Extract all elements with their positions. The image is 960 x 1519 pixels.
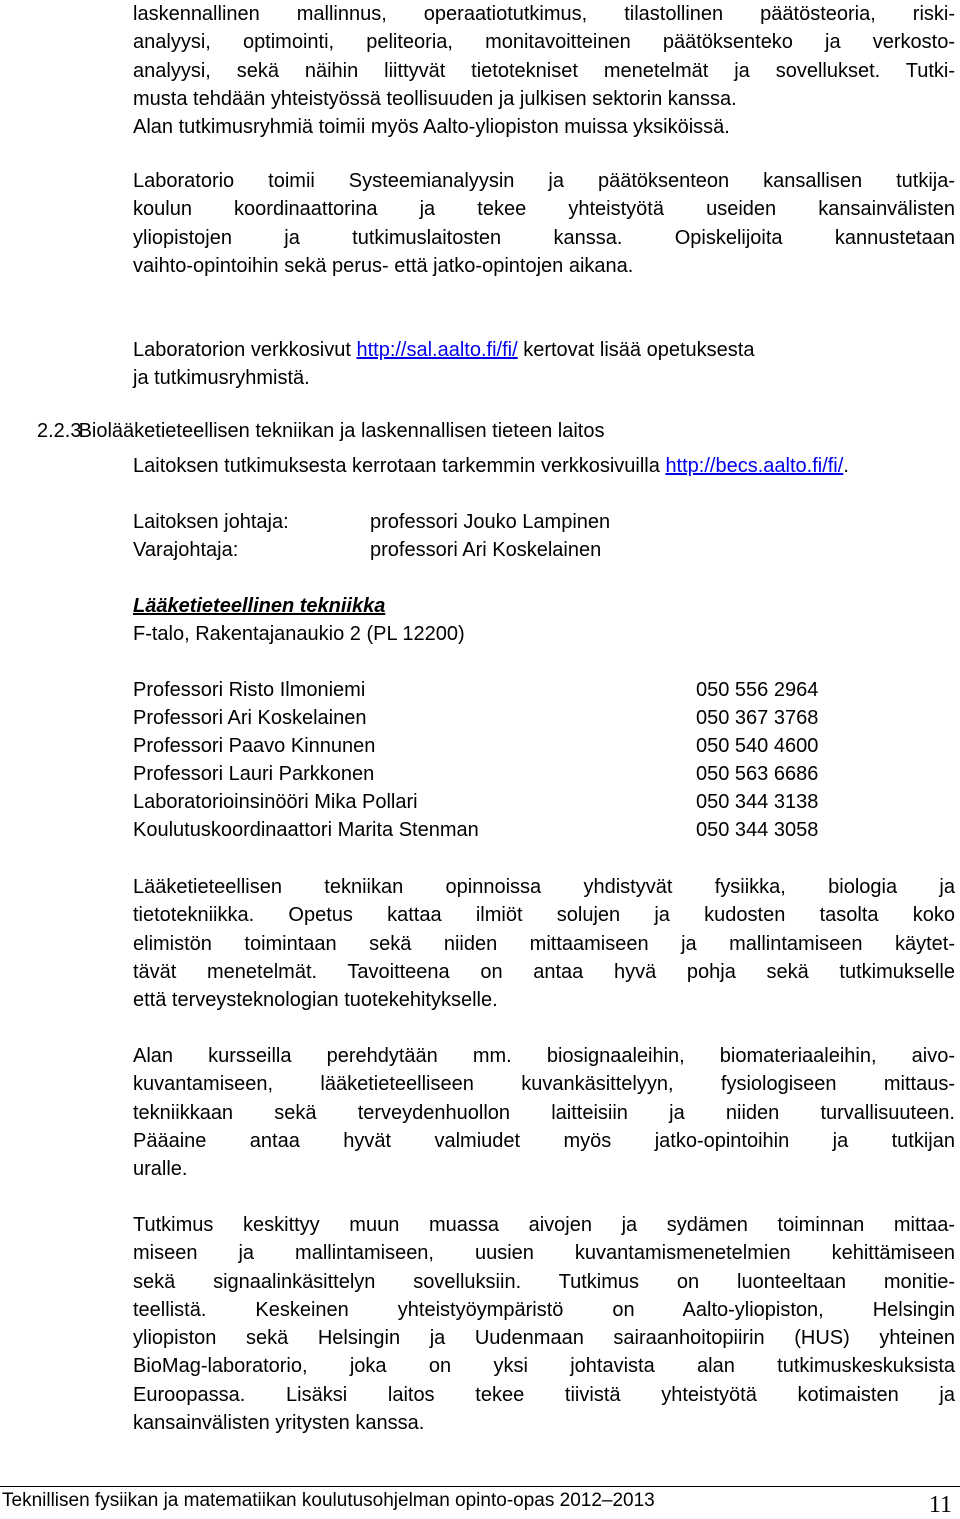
head-label: Varajohtaja: <box>133 539 239 561</box>
text-line: kansainvälisten yritysten kanssa. <box>133 1412 425 1435</box>
text-line: yliopiston sekä Helsingin ja Uudenmaan sairaanhoitopiirin (HUS) yhteinen <box>133 1327 955 1350</box>
section-number: 2.2.3 <box>37 420 82 442</box>
contact-phone: 050 344 3058 <box>696 819 819 841</box>
text-line: koulun koordinaattorina ja tekee yhteistyötä useiden kansainvälisten <box>133 198 955 221</box>
text-line: Pääaine antaa hyvät valmiudet myös jatko-opintoihin ja tutkijan <box>133 1129 955 1152</box>
unit-title: Lääketieteellinen tekniikka <box>133 595 386 617</box>
text-line: tekniikkaan sekä terveydenhuollon laitteisiin ja niiden turvallisuuteen. <box>133 1101 955 1124</box>
contact-row <box>133 816 818 844</box>
text-line: Alan kursseilla perehdytään mm. biosignaaleihin, biomateriaaleihin, aivo- <box>133 1045 955 1067</box>
head-row <box>133 508 610 536</box>
contact-row <box>133 732 818 760</box>
unit-address: F-talo, Rakentajanaukio 2 (PL 12200) <box>133 623 465 645</box>
footer-title: Teknillisen fysiikan ja matematiikan koulutusohjelman opinto-opas 2012–2013 <box>2 1490 655 1511</box>
intro-paragraph <box>133 0 955 141</box>
text-line: että terveysteknologian tuotekehitykselle. <box>133 989 498 1012</box>
courses-paragraph <box>133 1042 955 1183</box>
text-line: tietotekniikka. Opetus kattaa ilmiöt solujen ja kudosten tasolta koko <box>133 904 955 927</box>
contact-name: Professori Paavo Kinnunen <box>133 735 376 757</box>
contact-row <box>133 760 818 788</box>
page-number: 11 <box>928 1492 952 1518</box>
contact-phone: 050 563 6686 <box>696 763 819 785</box>
contact-name: Laboratorioinsinööri Mika Pollari <box>133 791 418 813</box>
contact-phone: 050 367 3768 <box>696 707 819 729</box>
head-label: Laitoksen johtaja: <box>133 511 289 533</box>
research-paragraph <box>133 1211 955 1437</box>
lab-homepage-paragraph <box>133 336 955 393</box>
text-line <box>133 336 955 364</box>
text-line: teellistä. Keskeinen yhteistyöympäristö on Aalto-yliopiston, Helsingin <box>133 1298 955 1321</box>
text-line: analyysi, optimointi, peliteoria, monitavoitteinen päätöksenteko ja verkosto- <box>133 31 955 54</box>
text-line: analyysi, sekä näihin liittyvät tietotekniset menetelmät ja sovellukset. Tutki- <box>133 59 955 82</box>
info-prefix: Laitoksen tutkimuksesta kerrotaan tarkemmin verkkosivuilla <box>133 455 660 477</box>
lab-homepage-link[interactable]: http://sal.aalto.fi/fi/ <box>356 339 518 361</box>
text-line: yliopistojen ja tutkimuslaitosten kanssa. Opiskelijoita kannustetaan <box>133 226 955 249</box>
contact-name: Professori Risto Ilmoniemi <box>133 679 366 701</box>
lab-paragraph <box>133 167 955 280</box>
contact-name: Professori Ari Koskelainen <box>133 707 367 729</box>
head-row <box>133 536 601 564</box>
contact-phone: 050 556 2964 <box>696 679 819 701</box>
text-line: Laboratorio toimii Systeemianalyysin ja päätöksenteon kansallisen tutkija- <box>133 170 955 192</box>
text-line <box>133 452 955 480</box>
contact-phone: 050 344 3138 <box>696 791 819 813</box>
department-website-link[interactable]: http://becs.aalto.fi/fi/ <box>665 455 844 477</box>
contact-row <box>133 676 818 704</box>
contact-phone: 050 540 4600 <box>696 735 819 757</box>
contact-row <box>133 788 818 816</box>
section-heading <box>37 417 604 445</box>
text-line: laskennallinen mallinnus, operaatiotutkimus, tilastollinen päätösteoria, riski- <box>133 3 955 25</box>
section-info <box>133 452 955 480</box>
teaching-paragraph <box>133 873 955 1014</box>
text-line: elimistön toimintaan sekä niiden mittaamiseen ja mallintamiseen käytet- <box>133 932 955 955</box>
head-value: professori Ari Koskelainen <box>370 539 602 561</box>
text-line: Tutkimus keskittyy muun muassa aivojen ja sydämen toiminnan mittaa- <box>133 1214 955 1236</box>
section-title: Biolääketieteellisen tekniikan ja laskennallisen tieteen laitos <box>78 420 605 442</box>
text-line: Alan tutkimusryhmiä toimii myös Aalto-yliopiston muissa yksiköissä. <box>133 116 730 139</box>
text-line: musta tehdään yhteistyössä teollisuuden ja julkisen sektorin kanssa. <box>133 87 737 110</box>
contact-name: Professori Lauri Parkkonen <box>133 763 375 785</box>
text-line: uralle. <box>133 1158 188 1181</box>
text-line: sekä signaalinkäsittelyn sovelluksiin. Tutkimus on luonteeltaan monitie- <box>133 1270 955 1293</box>
text-line: kuvantamiseen, lääketieteelliseen kuvankäsittelyyn, fysiologiseen mittaus- <box>133 1073 955 1096</box>
footer-divider <box>0 1486 960 1487</box>
lab-link-prefix: Laboratorion verkkosivut <box>133 339 351 361</box>
lab-link-suffix: kertovat lisää opetuksesta <box>523 339 755 361</box>
text-line: miseen ja mallintamiseen, uusien kuvantamismenetelmien kehittämiseen <box>133 1242 955 1265</box>
info-suffix: . <box>843 455 849 477</box>
text-line: vaihto-opintoihin sekä perus- että jatko-opintojen aikana. <box>133 254 634 277</box>
text-line: Euroopassa. Lisäksi laitos tekee tiivistä yhteistyötä kotimaisten ja <box>133 1383 955 1406</box>
text-line: ja tutkimusryhmistä. <box>133 367 310 390</box>
text-line: Lääketieteellisen tekniikan opinnoissa yhdistyvät fysiikka, biologia ja <box>133 876 955 898</box>
head-value: professori Jouko Lampinen <box>370 511 611 533</box>
contact-name: Koulutuskoordinaattori Marita Stenman <box>133 819 479 841</box>
contact-row <box>133 704 818 732</box>
text-line: tävät menetelmät. Tavoitteena on antaa hyvä pohja sekä tutkimukselle <box>133 960 955 983</box>
text-line: BioMag-laboratorio, joka on yksi johtavista alan tutkimuskeskuksista <box>133 1355 955 1378</box>
